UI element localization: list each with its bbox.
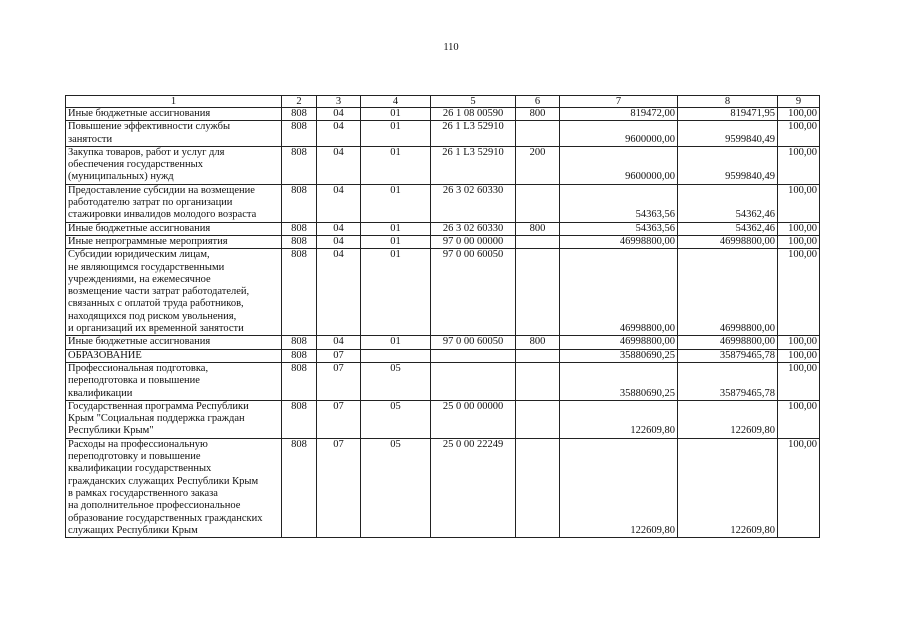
expense-type-cell: 800 (516, 108, 560, 121)
header-cell: 6 (516, 96, 560, 108)
table-row (66, 121, 820, 147)
planned-amount-cell: 46998800,00 (560, 249, 678, 336)
section-code-cell: 04 (317, 235, 361, 248)
table-row (66, 362, 820, 400)
percent-cell: 100,00 (778, 362, 820, 400)
header-cell: 2 (282, 96, 317, 108)
planned-amount-cell: 35880690,25 (560, 349, 678, 362)
expense-type-cell (516, 349, 560, 362)
admin-code-cell: 808 (282, 249, 317, 336)
subsection-code-cell: 01 (361, 336, 431, 349)
actual-amount-cell: 9599840,49 (678, 146, 778, 184)
target-code-cell: 26 1 L3 52910 (431, 121, 516, 147)
item-name-cell: Расходы на профессиональную переподготовку и повышение квалификации государственных гражданских служащих Республики Крым в рамках государственного заказа на дополнительное профессиональное образование государственных гражданских служащих Республики Крым (66, 438, 282, 537)
target-code-cell: 97 0 00 60050 (431, 249, 516, 336)
planned-amount-cell: 54363,56 (560, 184, 678, 222)
target-code-cell: 25 0 00 22249 (431, 438, 516, 537)
admin-code-cell: 808 (282, 438, 317, 537)
table-header-row (66, 96, 820, 108)
subsection-code-cell: 01 (361, 184, 431, 222)
actual-amount-cell: 35879465,78 (678, 349, 778, 362)
percent-cell: 100,00 (778, 249, 820, 336)
admin-code-cell: 808 (282, 108, 317, 121)
table-row (66, 336, 820, 349)
expense-type-cell: 800 (516, 336, 560, 349)
expense-type-cell (516, 400, 560, 438)
actual-amount-cell: 46998800,00 (678, 336, 778, 349)
item-name-cell: Иные непрограммные мероприятия (66, 235, 282, 248)
actual-amount-cell: 54362,46 (678, 222, 778, 235)
planned-amount-cell: 46998800,00 (560, 235, 678, 248)
section-code-cell: 04 (317, 146, 361, 184)
expense-type-cell (516, 438, 560, 537)
expense-type-cell (516, 362, 560, 400)
table-row (66, 235, 820, 248)
target-code-cell: 26 3 02 60330 (431, 222, 516, 235)
section-code-cell: 04 (317, 222, 361, 235)
table-row (66, 400, 820, 438)
subsection-code-cell: 05 (361, 400, 431, 438)
subsection-code-cell: 01 (361, 146, 431, 184)
table-row (66, 249, 820, 336)
page-number: 110 (443, 42, 459, 53)
planned-amount-cell: 9600000,00 (560, 121, 678, 147)
actual-amount-cell: 122609,80 (678, 438, 778, 537)
admin-code-cell: 808 (282, 184, 317, 222)
target-code-cell: 97 0 00 00000 (431, 235, 516, 248)
admin-code-cell: 808 (282, 146, 317, 184)
target-code-cell: 26 1 L3 52910 (431, 146, 516, 184)
planned-amount-cell: 35880690,25 (560, 362, 678, 400)
percent-cell: 100,00 (778, 400, 820, 438)
admin-code-cell: 808 (282, 121, 317, 147)
table-row (66, 222, 820, 235)
header-cell: 9 (778, 96, 820, 108)
subsection-code-cell: 05 (361, 362, 431, 400)
expense-type-cell: 200 (516, 146, 560, 184)
item-name-cell: Закупка товаров, работ и услуг для обеспечения государственных (муниципальных) нужд (66, 146, 282, 184)
planned-amount-cell: 122609,80 (560, 400, 678, 438)
item-name-cell: Государственная программа Республики Крым "Социальная поддержка граждан Республики Крым" (66, 400, 282, 438)
subsection-code-cell: 01 (361, 121, 431, 147)
section-code-cell: 04 (317, 108, 361, 121)
percent-cell: 100,00 (778, 121, 820, 147)
subsection-code-cell: 01 (361, 222, 431, 235)
section-code-cell: 07 (317, 349, 361, 362)
target-code-cell: 26 3 02 60330 (431, 184, 516, 222)
percent-cell: 100,00 (778, 349, 820, 362)
admin-code-cell: 808 (282, 362, 317, 400)
subsection-code-cell (361, 349, 431, 362)
admin-code-cell: 808 (282, 349, 317, 362)
item-name-cell: Иные бюджетные ассигнования (66, 222, 282, 235)
admin-code-cell: 808 (282, 336, 317, 349)
planned-amount-cell: 819472,00 (560, 108, 678, 121)
item-name-cell: Повышение эффективности службы занятости (66, 121, 282, 147)
budget-table (65, 95, 820, 538)
planned-amount-cell: 9600000,00 (560, 146, 678, 184)
subsection-code-cell: 01 (361, 108, 431, 121)
actual-amount-cell: 819471,95 (678, 108, 778, 121)
header-cell: 7 (560, 96, 678, 108)
admin-code-cell: 808 (282, 400, 317, 438)
target-code-cell: 25 0 00 00000 (431, 400, 516, 438)
actual-amount-cell: 46998800,00 (678, 249, 778, 336)
planned-amount-cell: 54363,56 (560, 222, 678, 235)
subsection-code-cell: 01 (361, 249, 431, 336)
actual-amount-cell: 9599840,49 (678, 121, 778, 147)
item-name-cell: Субсидии юридическим лицам, не являющимся государственными учреждениями, на ежемесячное возмещение части затрат работодателей, связанных с оплатой труда работников, находящихся под риском увольнения, и организаций их временной занятости (66, 249, 282, 336)
planned-amount-cell: 122609,80 (560, 438, 678, 537)
section-code-cell: 04 (317, 249, 361, 336)
percent-cell: 100,00 (778, 146, 820, 184)
target-code-cell (431, 349, 516, 362)
expense-type-cell (516, 184, 560, 222)
section-code-cell: 07 (317, 362, 361, 400)
header-cell: 5 (431, 96, 516, 108)
header-cell: 4 (361, 96, 431, 108)
item-name-cell: Профессиональная подготовка, переподготовка и повышение квалификации (66, 362, 282, 400)
actual-amount-cell: 54362,46 (678, 184, 778, 222)
header-cell: 1 (66, 96, 282, 108)
section-code-cell: 04 (317, 121, 361, 147)
subsection-code-cell: 05 (361, 438, 431, 537)
table-row (66, 438, 820, 537)
actual-amount-cell: 46998800,00 (678, 235, 778, 248)
table-row (66, 184, 820, 222)
percent-cell: 100,00 (778, 222, 820, 235)
actual-amount-cell: 122609,80 (678, 400, 778, 438)
admin-code-cell: 808 (282, 235, 317, 248)
item-name-cell: Предоставление субсидии на возмещение работодателю затрат по организации стажировки инвалидов молодого возраста (66, 184, 282, 222)
header-cell: 3 (317, 96, 361, 108)
target-code-cell: 26 1 08 00590 (431, 108, 516, 121)
table-row (66, 349, 820, 362)
percent-cell: 100,00 (778, 235, 820, 248)
actual-amount-cell: 35879465,78 (678, 362, 778, 400)
percent-cell: 100,00 (778, 438, 820, 537)
subsection-code-cell: 01 (361, 235, 431, 248)
expense-type-cell (516, 249, 560, 336)
expense-type-cell (516, 235, 560, 248)
header-cell: 8 (678, 96, 778, 108)
target-code-cell: 97 0 00 60050 (431, 336, 516, 349)
percent-cell: 100,00 (778, 108, 820, 121)
section-code-cell: 04 (317, 184, 361, 222)
expense-type-cell (516, 121, 560, 147)
percent-cell: 100,00 (778, 184, 820, 222)
percent-cell: 100,00 (778, 336, 820, 349)
section-code-cell: 07 (317, 438, 361, 537)
table-row (66, 146, 820, 184)
item-name-cell: Иные бюджетные ассигнования (66, 336, 282, 349)
section-code-cell: 04 (317, 336, 361, 349)
item-name-cell: ОБРАЗОВАНИЕ (66, 349, 282, 362)
expense-type-cell: 800 (516, 222, 560, 235)
admin-code-cell: 808 (282, 222, 317, 235)
section-code-cell: 07 (317, 400, 361, 438)
target-code-cell (431, 362, 516, 400)
item-name-cell: Иные бюджетные ассигнования (66, 108, 282, 121)
planned-amount-cell: 46998800,00 (560, 336, 678, 349)
table-row (66, 108, 820, 121)
